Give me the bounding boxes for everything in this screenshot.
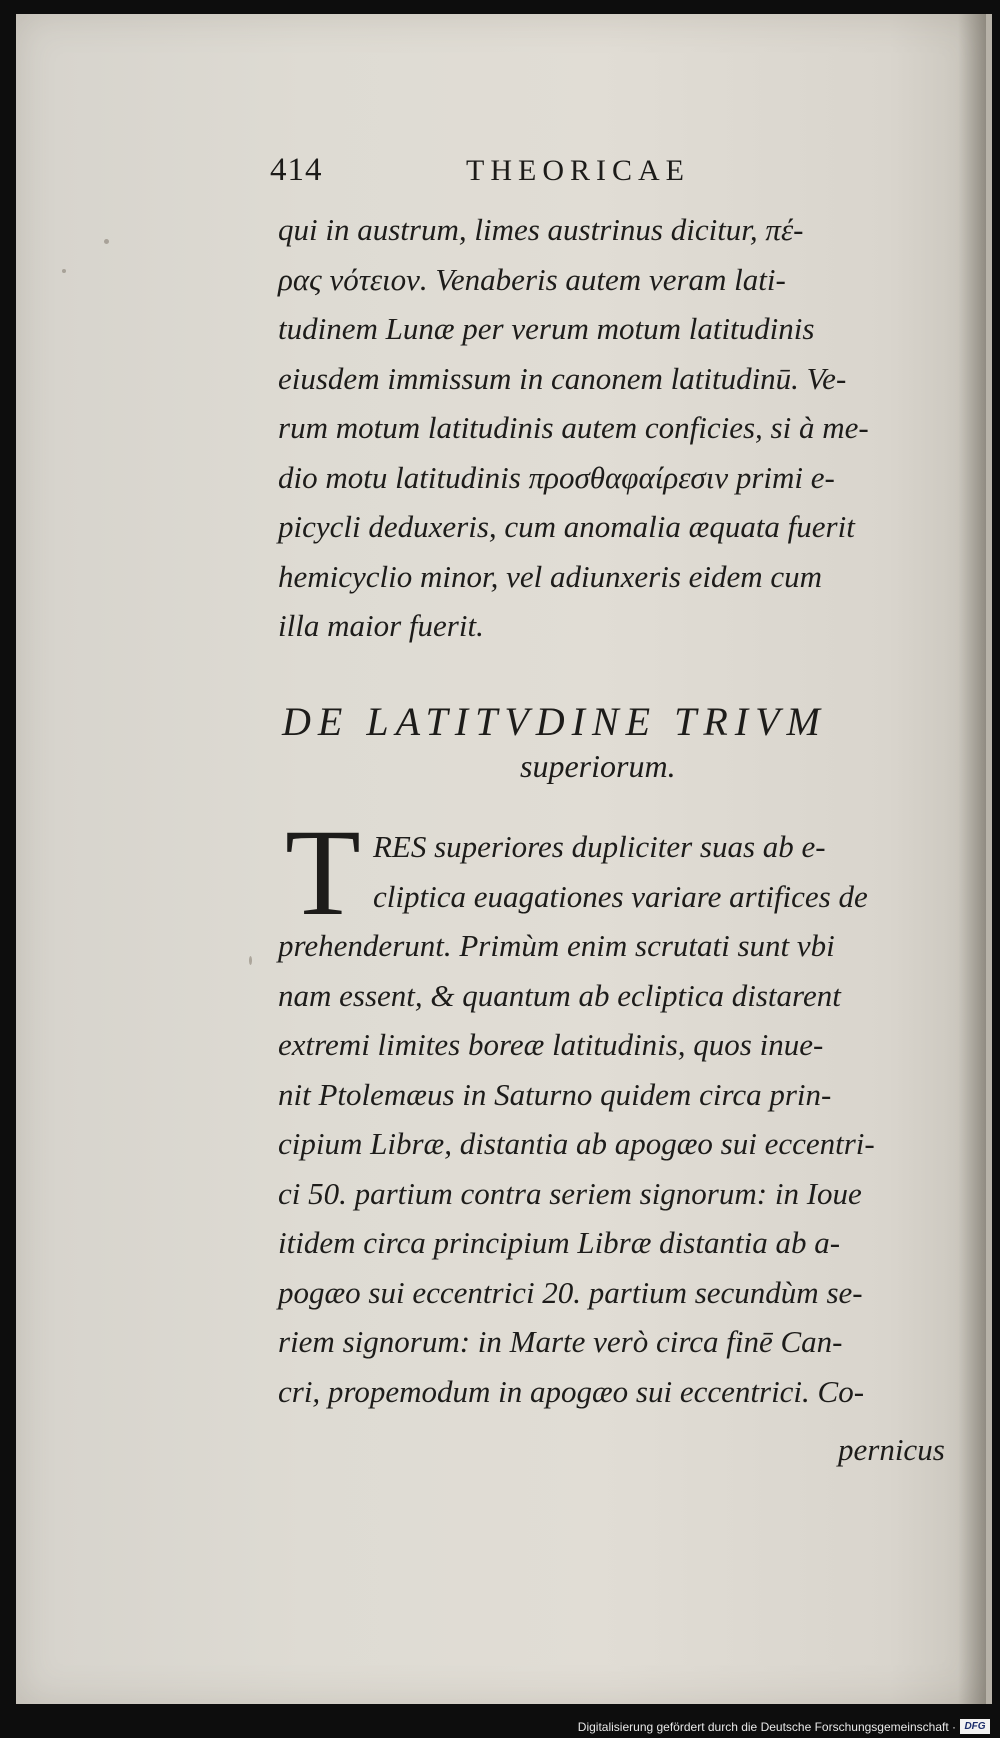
running-title: THEORICAE [466, 154, 690, 187]
text-line: ρας νότειον. Venaberis autem veram lati- [278, 261, 786, 297]
text-line: cipium Libræ, distantia ab apogæo sui eccentri- [278, 1126, 875, 1161]
text-line: eiusdem immissum in canonem latitudinū. Ve- [278, 360, 847, 396]
paper-spot [249, 956, 252, 965]
catchword: pernicus [838, 1432, 945, 1467]
text-line: riem signorum: in Marte verò circa finē Can- [278, 1324, 843, 1359]
text-line: nit Ptolemæus in Saturno quidem circa prin- [278, 1076, 832, 1112]
text-line: qui in austrum, limes austrinus dicitur, πέ- [278, 212, 804, 247]
text-line: ci 50. partium contra seriem signorum: in Ioue [278, 1175, 862, 1211]
paper-spot [62, 269, 66, 273]
digitization-credit: Digitalisierung gefördert durch die Deutsche Forschungsgemeinschaft · [577, 1720, 956, 1734]
paper-spot [104, 239, 109, 244]
text-line: extremi limites boreæ latitudinis, quos inue- [278, 1027, 824, 1062]
text-line: pogæo sui eccentrici 20. partium secundùm se- [278, 1274, 863, 1310]
text-line: prehenderunt. Primùm enim scrutati sunt vbi [278, 928, 835, 963]
text-line: cri, propemodum in apogæo sui eccentrici. Co- [278, 1373, 865, 1409]
dfg-logo: DFG [960, 1719, 990, 1734]
text-line: illa maior fuerit. [278, 608, 484, 643]
section-subheading: superiorum. [520, 748, 676, 784]
text-line: nam essent, & quantum ab ecliptica distarent [278, 977, 841, 1013]
text-line: rum motum latitudinis autem conficies, si à me- [278, 410, 869, 445]
paragraph-latitude-moon [278, 205, 978, 651]
text-line: picycli deduxeris, cum anomalia æquata fuerit [278, 509, 855, 544]
text-line: RES superiores dupliciter suas ab e- [373, 829, 826, 864]
paragraph-three-superior-planets [278, 822, 978, 1416]
text-line: tudinem Lunæ per verum motum latitudinis [278, 311, 815, 346]
text-line: dio motu latitudinis προσθαφαίρεσιν primi e- [278, 459, 835, 495]
text-line: itidem circa principium Libræ distantia ab a- [278, 1225, 841, 1260]
running-header [270, 152, 970, 192]
text-line: cliptica euagationes variare artifices de [373, 878, 868, 914]
section-heading: DE LATITVDINE TRIVM [282, 699, 827, 744]
page-number: 414 [270, 152, 323, 188]
text-line: hemicyclio minor, vel adiunxeris eidem cum [278, 558, 823, 594]
drop-cap-initial: T [285, 804, 361, 941]
